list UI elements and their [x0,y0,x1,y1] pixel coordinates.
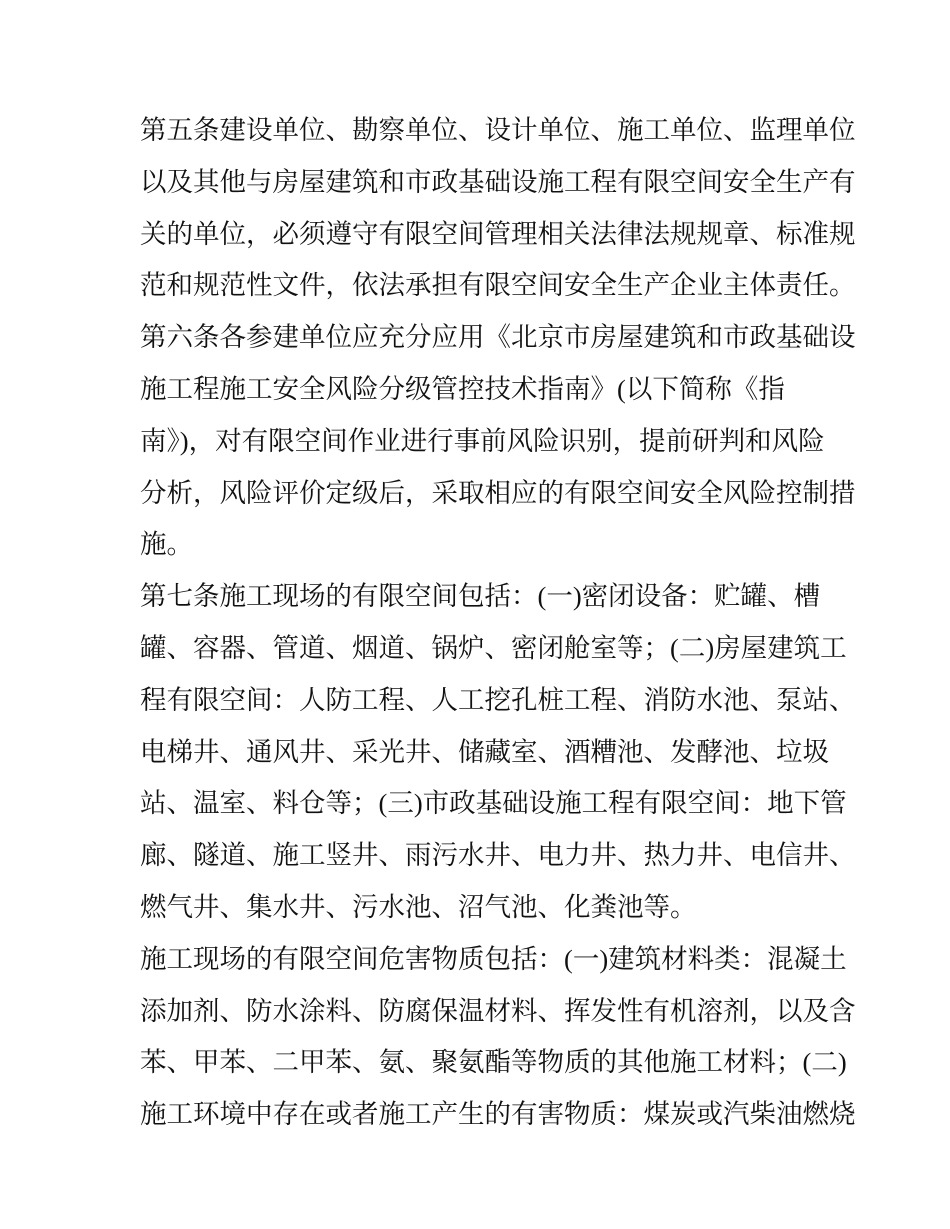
text-line: 以及其他与房屋建筑和市政基础设施工程有限空间安全生产有 [140,166,856,197]
text-line: 第七条施工现场的有限空间包括：(一)密闭设备：贮罐、槽 [140,581,821,612]
text-line: 添加剂、防水涂料、防腐保温材料、挥发性有机溶剂，以及含 [140,995,856,1026]
text-line: 施。 [140,529,193,560]
text-line: 关的单位，必须遵守有限空间管理相关法律法规规章、标准规 [140,218,856,249]
text-line: 罐、容器、管道、烟道、锅炉、密闭舱室等；(二)房屋建筑工 [140,633,847,663]
text-line: 廊、隧道、施工竖井、雨污水井、电力井、热力井、电信井、 [140,840,856,871]
text-line: 电梯井、通风井、采光井、储藏室、酒糟池、发酵池、垃圾 [140,736,829,767]
text-line: 施工现场的有限空间危害物质包括：(一)建筑材料类：混凝土 [140,943,847,974]
text-line: 燃气井、集水井、污水池、沼气池、化粪池等。 [140,892,697,922]
text-line: 施工程施工安全风险分级管控技术指南》(以下简称《指 [140,374,785,404]
text-line: 南》)，对有限空间作业进行事前风险识别，提前研判和风险 [140,425,825,456]
text-line: 站、温室、料仓等；(三)市政基础设施工程有限空间：地下管 [140,788,847,819]
text-line: 范和规范性文件，依法承担有限空间安全生产企业主体责任。 [140,270,856,301]
text-line: 施工环境中存在或者施工产生的有害物质：煤炭或汽柴油燃烧 [140,1099,856,1130]
text-line: 程有限空间：人防工程、人工挖孔桩工程、消防水池、泵站、 [140,684,856,715]
text-line: 第六条各参建单位应充分应用《北京市房屋建筑和市政基础设 [140,322,856,353]
text-line: 分析，风险评价定级后，采取相应的有限空间安全风险控制措 [140,477,856,508]
text-line: 苯、甲苯、二甲苯、氨、聚氨酯等物质的其他施工材料；(二) [140,1047,847,1078]
text-line: 第五条建设单位、勘察单位、设计单位、施工单位、监理单位 [140,115,856,145]
